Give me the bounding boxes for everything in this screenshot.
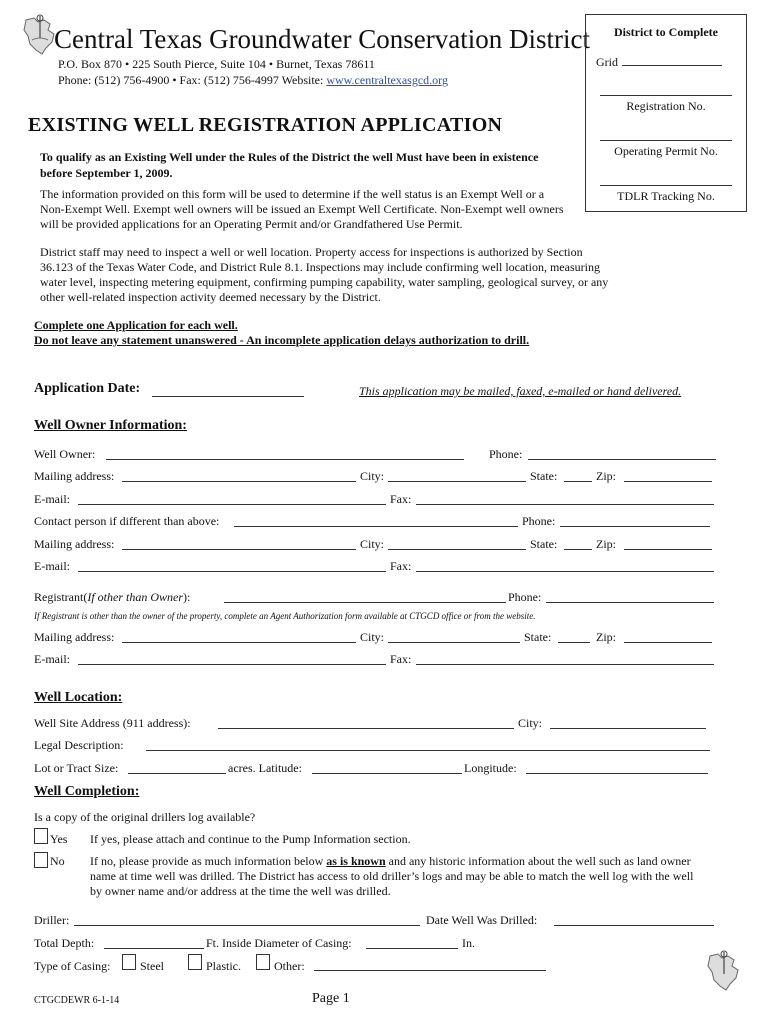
state-label: State: (530, 537, 558, 551)
fax-input[interactable] (416, 664, 714, 665)
driller-label: Driller: (34, 913, 70, 927)
state-label: State: (524, 630, 552, 644)
state-input[interactable] (564, 549, 592, 550)
contact-email-row (34, 559, 724, 575)
city-input[interactable] (388, 481, 526, 482)
steel-checkbox[interactable] (122, 954, 136, 970)
registrant-input[interactable] (224, 602, 506, 603)
district-box-title: District to Complete (614, 25, 718, 39)
org-name: Central Texas Groundwater Conservation District (54, 24, 590, 54)
district-use-box (585, 14, 747, 212)
casing-diameter-input[interactable] (366, 948, 458, 949)
permit-line[interactable] (600, 140, 732, 141)
qualify-text: To qualify as an Existing Well under the Rules of the District the well Must have been in existence before September 1, 2009. (40, 150, 539, 180)
casing-diameter-label: Ft. Inside Diameter of Casing: (206, 936, 352, 950)
latitude-label: acres. Latitude: (228, 761, 302, 775)
registrant-mailing-row (34, 630, 724, 646)
district-logo-small-icon (706, 950, 742, 992)
total-depth-input[interactable] (104, 948, 204, 949)
owner-email-row (34, 492, 724, 508)
contact-row (34, 514, 724, 530)
steel-label: Steel (140, 959, 164, 973)
fax-input[interactable] (416, 571, 714, 572)
depth-row (34, 936, 724, 952)
lot-row (34, 761, 724, 777)
yes-label: Yes (50, 832, 68, 846)
site-city-label: City: (518, 716, 543, 730)
completion-section-heading: Well Completion: (34, 784, 140, 799)
registrant-row (34, 590, 724, 606)
no-instructions (90, 854, 700, 899)
contact-phone-label: Phone: (522, 514, 556, 528)
application-date-input[interactable] (152, 382, 304, 397)
site-city-input[interactable] (550, 728, 706, 729)
registration-label: Registration No. (626, 99, 706, 113)
page-number: Page 1 (312, 991, 350, 1006)
tdlr-label: TDLR Tracking No. (617, 189, 715, 203)
registrant-phone-input[interactable] (546, 602, 714, 603)
application-date-label: Application Date: (34, 381, 141, 396)
other-label: Other: (274, 959, 305, 973)
zip-input[interactable] (624, 549, 712, 550)
grid-field (596, 55, 722, 70)
no-checkbox[interactable] (34, 852, 48, 868)
state-input[interactable] (558, 642, 590, 643)
fax-label: Fax: (390, 492, 412, 506)
owner-phone-input[interactable] (528, 459, 716, 460)
zip-label: Zip: (596, 469, 616, 483)
website-link[interactable]: www.centraltexasgcd.org (326, 73, 448, 87)
city-label: City: (360, 469, 385, 483)
registrant-label (34, 590, 190, 605)
total-depth-label: Total Depth: (34, 936, 95, 950)
email-label: E-mail: (34, 492, 70, 506)
date-drilled-input[interactable] (554, 925, 714, 926)
email-input[interactable] (78, 664, 386, 665)
form-code: CTGCDEWR 6-1-14 (34, 995, 120, 1006)
legal-description-row (34, 738, 724, 754)
drillers-log-question: Is a copy of the original drillers log available? (34, 810, 256, 824)
longitude-label: Longitude: (464, 761, 517, 775)
owner-phone-label: Phone: (489, 447, 523, 461)
zip-label: Zip: (596, 630, 616, 644)
zip-input[interactable] (624, 481, 712, 482)
yes-checkbox[interactable] (34, 828, 48, 844)
plastic-label: Plastic. (206, 959, 241, 973)
contact-line (58, 72, 448, 88)
tdlr-line[interactable] (600, 185, 732, 186)
contact-label: Contact person if different than above: (34, 514, 220, 528)
zip-label: Zip: (596, 537, 616, 551)
owner-mailing-row (34, 469, 724, 485)
registrant-label-italic: If other than Owner (87, 590, 183, 604)
owner-row (34, 447, 724, 463)
info-paragraph: The information provided on this form will be used to determine if the well status is an Exempt Well or a Non-Exempt Well. Exempt well owners will be issued an Exempt Well Certificate. Non-Exempt well owners will be provided applications for an Operating Permit and/or Grandfathered Use Permit. (40, 187, 564, 231)
mailing-input[interactable] (122, 642, 356, 643)
other-checkbox[interactable] (256, 954, 270, 970)
application-date-field (34, 381, 304, 397)
well-owner-input[interactable] (106, 459, 464, 460)
grid-label: Grid (596, 55, 618, 69)
no-text-part2: and any historic information about the well such as land owner name at time well was drilled. The District has access to old driller’s logs and may be able to match the well log with the well by owner name and/or address at the time the well was drilled. (90, 854, 694, 898)
org-address (58, 56, 448, 88)
date-drilled-label: Date Well Was Drilled: (426, 913, 538, 927)
site-address-label: Well Site Address (911 address): (34, 716, 191, 730)
email-input[interactable] (78, 504, 386, 505)
no-text-emphasis: as is known (326, 854, 386, 868)
city-input[interactable] (388, 549, 526, 550)
inspection-paragraph: District staff may need to inspect a well or well location. Property access for inspections is authorized by Section 36.123 of the Texas Water Code, and District Rule 8.1. Inspections may include confirming well location, measuring water level, inspecting metering equipment, confirming pumping capability, water sampling, geological survey, or any other well-related inspection activity deemed necessary by the District. (40, 245, 609, 304)
fax-label: Fax: (390, 652, 412, 666)
no-label: No (50, 854, 65, 868)
instructions (34, 318, 594, 348)
mailing-input[interactable] (122, 549, 356, 550)
driller-row (34, 913, 724, 929)
state-label: State: (530, 469, 558, 483)
yes-instructions: If yes, please attach and continue to the Pump Information section. (90, 832, 411, 846)
contact-mailing-row (34, 537, 724, 553)
well-owner-label: Well Owner: (34, 447, 96, 461)
registrant-phone-label: Phone: (508, 590, 542, 604)
registrant-label-suffix: ): (183, 590, 191, 604)
legal-description-label: Legal Description: (34, 738, 124, 752)
mailing-label: Mailing address: (34, 537, 115, 551)
location-section-heading: Well Location: (34, 690, 123, 705)
mailing-label: Mailing address: (34, 630, 115, 644)
instruction-complete-all: Do not leave any statement unanswered - An incomplete application delays authorization to drill. (34, 333, 530, 347)
registration-line[interactable] (600, 95, 732, 96)
registrant-label-prefix: Registrant( (34, 590, 88, 604)
legal-description-input[interactable] (146, 750, 710, 751)
grid-input[interactable] (622, 55, 722, 66)
site-address-input[interactable] (218, 728, 514, 729)
email-input[interactable] (78, 571, 386, 572)
registrant-email-row (34, 652, 724, 668)
plastic-checkbox[interactable] (188, 954, 202, 970)
instruction-one-per-well: Complete one Application for each well. (34, 318, 238, 332)
site-address-row (34, 716, 724, 732)
delivery-note: This application may be mailed, faxed, e-mailed or hand delivered. (359, 384, 682, 398)
other-input[interactable] (314, 970, 546, 971)
email-label: E-mail: (34, 652, 70, 666)
no-text-part1: If no, please provide as much information below (90, 854, 327, 868)
contact-input[interactable] (234, 526, 518, 527)
owner-section-heading: Well Owner Information: (34, 418, 187, 433)
mailing-input[interactable] (122, 481, 356, 482)
email-label: E-mail: (34, 559, 70, 573)
lot-size-input[interactable] (128, 773, 226, 774)
zip-input[interactable] (624, 642, 712, 643)
state-input[interactable] (564, 481, 592, 482)
fax-label: Fax: (390, 559, 412, 573)
registrant-note: If Registrant is other than the owner of the property, complete an Agent Authorization form available at CTGCD office or from the website. (34, 611, 536, 621)
inches-label: In. (462, 936, 475, 950)
longitude-input[interactable] (526, 773, 708, 774)
address-line: P.O. Box 870 • 225 South Pierce, Suite 104 • Burnet, Texas 78611 (58, 57, 375, 71)
fax-input[interactable] (416, 504, 714, 505)
driller-input[interactable] (74, 925, 420, 926)
form-title: EXISTING WELL REGISTRATION APPLICATION (28, 114, 503, 136)
casing-type-label: Type of Casing: (34, 959, 111, 973)
mailing-label: Mailing address: (34, 469, 115, 483)
city-input[interactable] (388, 642, 520, 643)
latitude-input[interactable] (312, 773, 462, 774)
permit-label: Operating Permit No. (614, 144, 718, 158)
city-label: City: (360, 630, 385, 644)
city-label: City: (360, 537, 385, 551)
lot-size-label: Lot or Tract Size: (34, 761, 119, 775)
contact-phone-input[interactable] (560, 526, 710, 527)
phone-fax: Phone: (512) 756-4900 • Fax: (512) 756-4997 Website: (58, 73, 327, 87)
